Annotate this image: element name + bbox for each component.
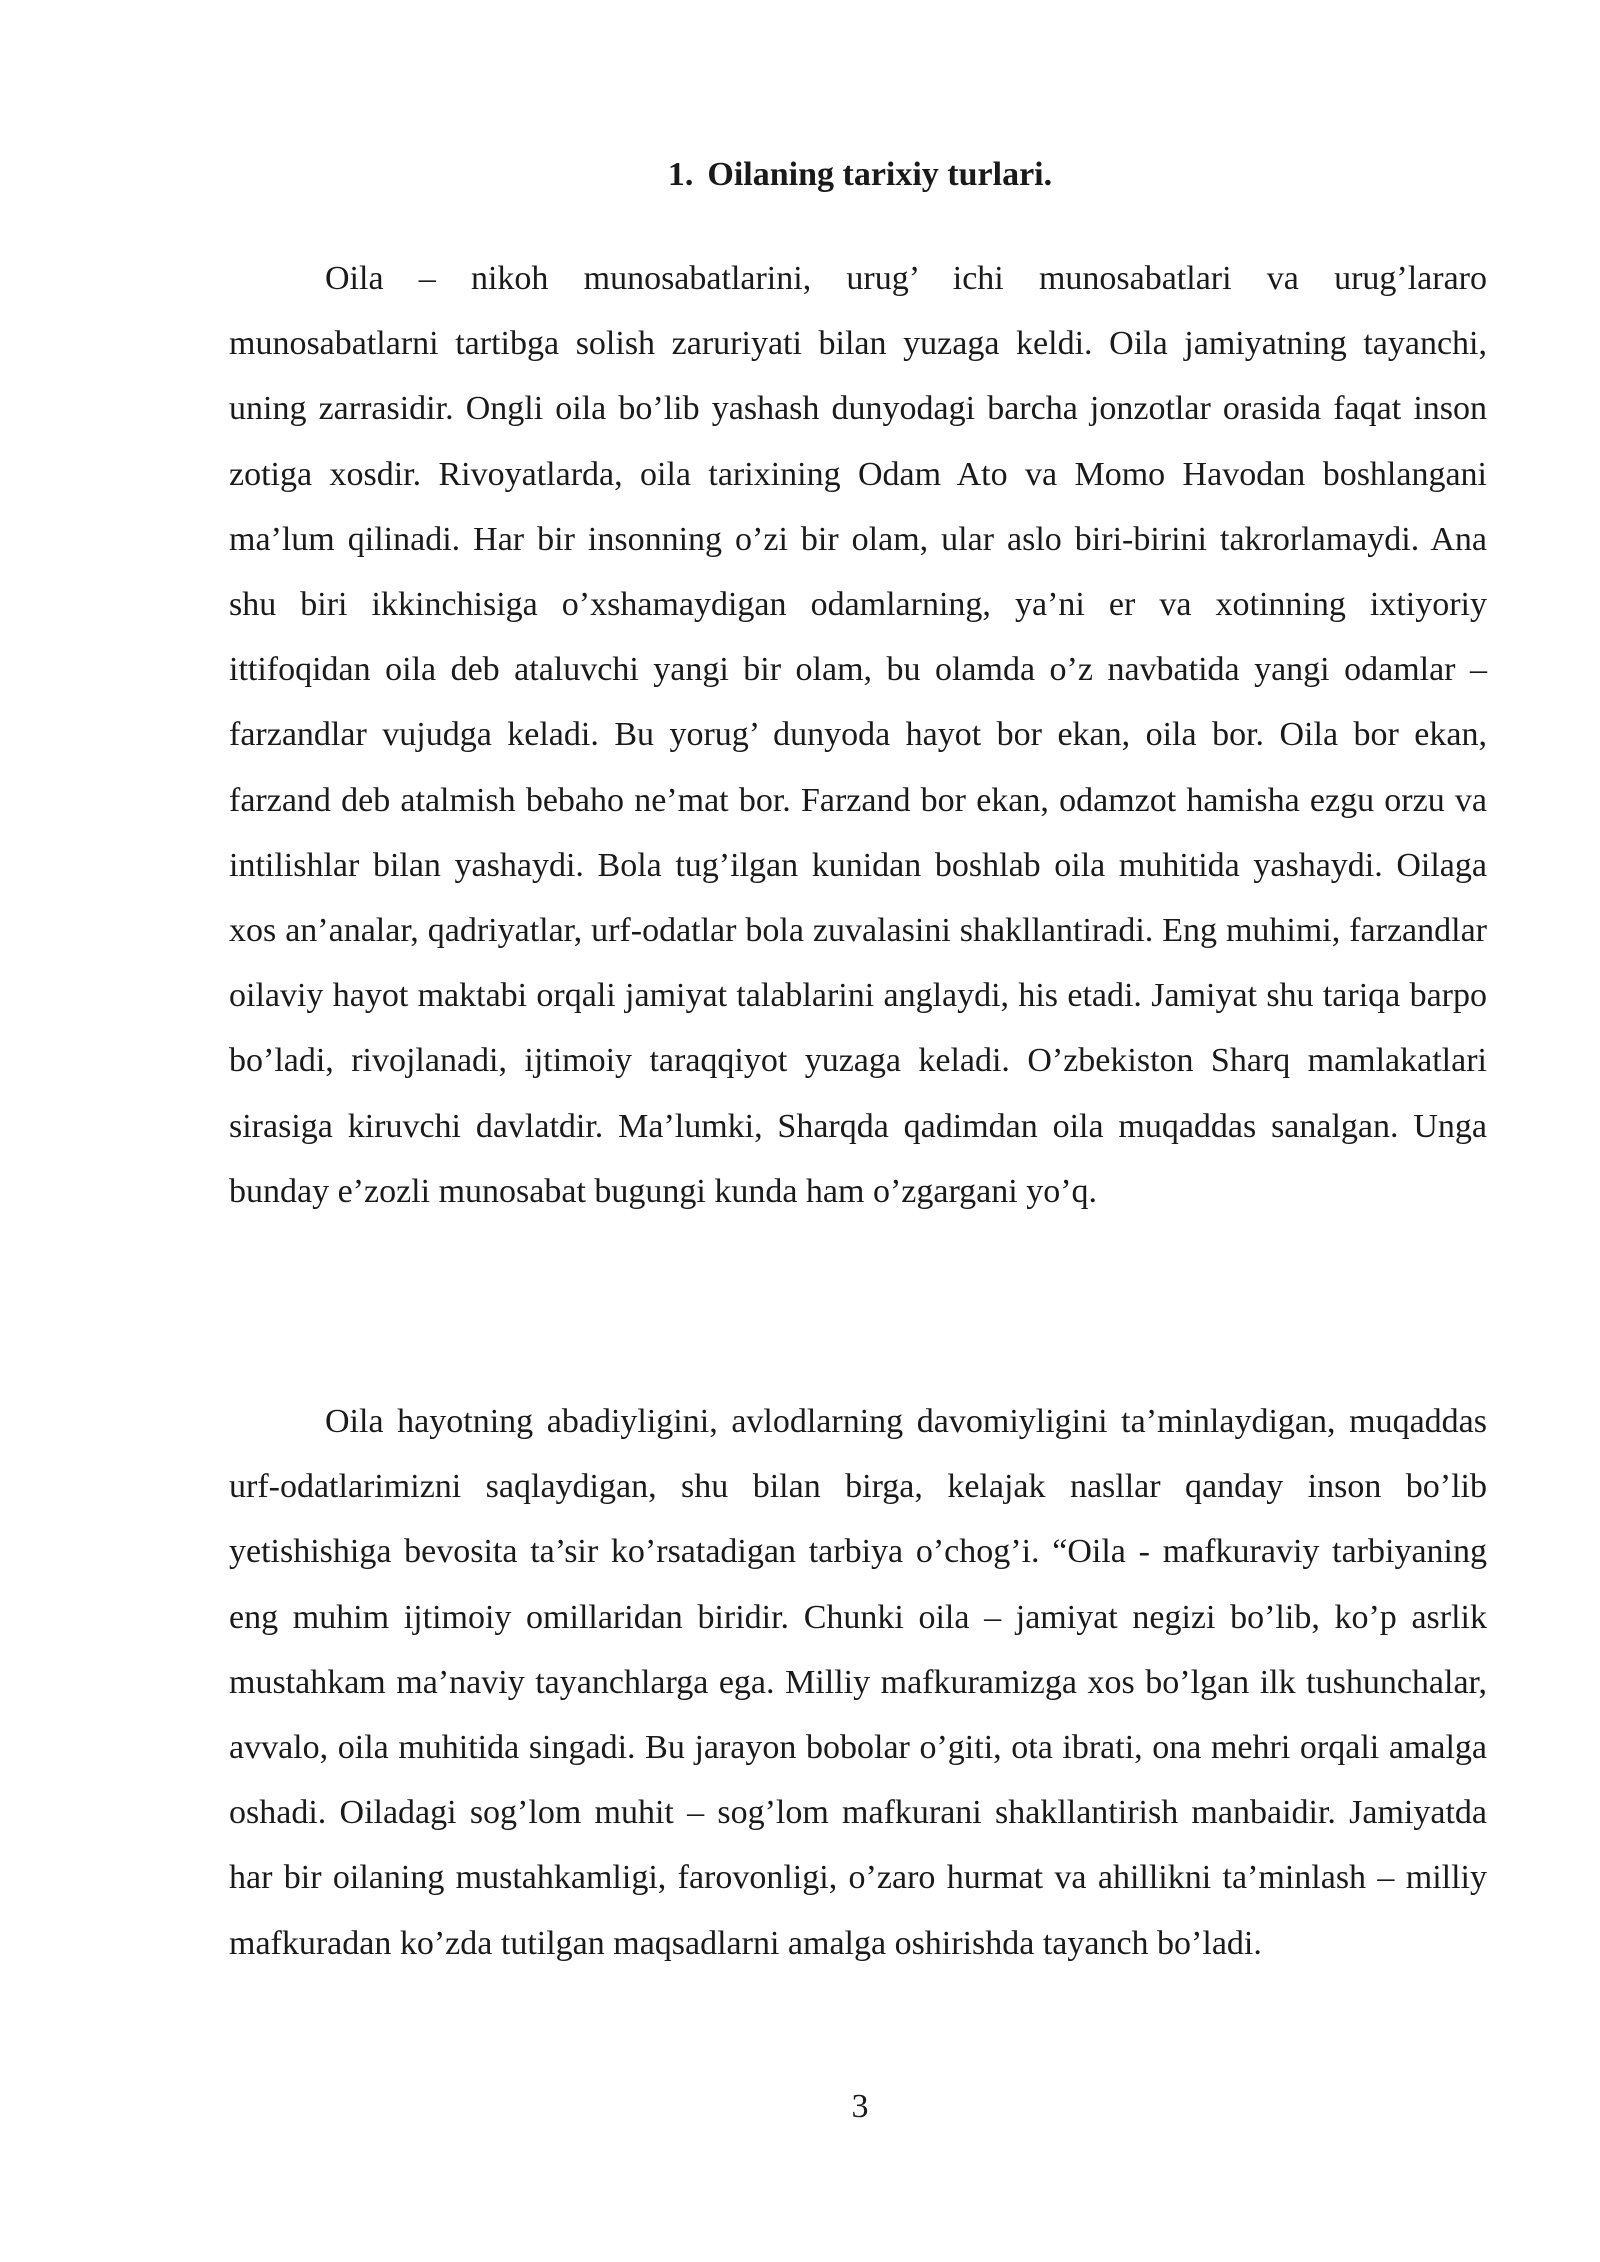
paragraph-2-text: Oila hayotning abadiyligini, avlodlarning davomiyligini ta’minlaydigan, muqaddas urf-odatlarimizni saqlaydigan, shu bilan birga, kelajak nasllar qanday inson bo’lib yetishishiga bevosita ta’sir ko’rsatadigan tarbiya o’chog’i. “Oila - mafkuraviy tarbiyaning eng muhim ijtimoiy omillaridan biridir. Chunki oila – jamiyat negizi bo’lib, ko’p asrlik mustahkam ma’naviy tayanchlarga ega. Milliy mafkuramizga xos bo’lgan ilk tushunchalar, avvalo, oila muhitida singadi. Bu jarayon bobolar o’giti, ota ibrati, ona mehri orqali amalga oshadi. Oiladagi sog’lom muhit – sog’lom mafkurani shakllantirish manbaidir. Jamiyatda har bir oilaning mustahkamligi, farovonligi, o’zaro hurmat va ahillikni ta’minlash – milliy mafkuradan ko’zda tutilgan maqsadlarni amalga oshirishda tayanch bo’ladi.	[229, 1403, 1487, 1962]
paragraph-1	[229, 246, 1487, 1224]
paragraph-1-text: Oila – nikoh munosabatlarini, urug’ ichi munosabatlari va urug’lararo munosabatlarni tartibga solish zaruriyati bilan yuzaga keldi. Oila jamiyatning tayanchi, uning zarrasidir. Ongli oila bo’lib yashash dunyodagi barcha jonzotlar orasida faqat inson zotiga xosdir. Rivoyatlarda, oila tarixining Odam Ato va Momo Havodan boshlangani ma’lum qilinadi. Har bir insonning o’zi bir olam, ular aslo biri-birini takrorlamaydi. Ana shu biri ikkinchisiga o’xshamaydigan odamlarning, ya’ni er va xotinning ixtiyoriy ittifoqidan oila deb ataluvchi yangi bir olam, bu olamda o’z navbatida yangi odamlar – farzandlar vujudga keladi. Bu yorug’ dunyoda hayot bor ekan, oila bor. Oila bor ekan, farzand deb atalmish bebaho ne’mat bor. Farzand bor ekan, odamzot hamisha ezgu orzu va intilishlar bilan yashaydi. Bola tug’ilgan kunidan boshlab oila muhitida yashaydi. Oilaga xos an’analar, qadriyatlar, urf-odatlar bola zuvalasini shakllantiradi. Eng muhimi, farzandlar oilaviy hayot maktabi orqali jamiyat talablarini anglaydi, his etadi. Jamiyat shu tariqa barpo bo’ladi, rivojlanadi, ijtimoiy taraqqiyot yuzaga keladi. O’zbekiston Sharq mamlakatlari sirasiga kiruvchi davlatdir. Ma’lumki, Sharqda qadimdan oila muqaddas sanalgan. Unga bunday e’zozli munosabat bugungi kunda ham o’zgargani yo’q.	[229, 260, 1487, 1210]
heading-title: Oilaning tarixiy turlari.	[707, 156, 1053, 193]
page-number: 3	[851, 2088, 869, 2125]
section-heading	[0, 150, 1600, 200]
paragraph-2	[229, 1389, 1487, 1976]
heading-number: 1.	[667, 156, 694, 193]
